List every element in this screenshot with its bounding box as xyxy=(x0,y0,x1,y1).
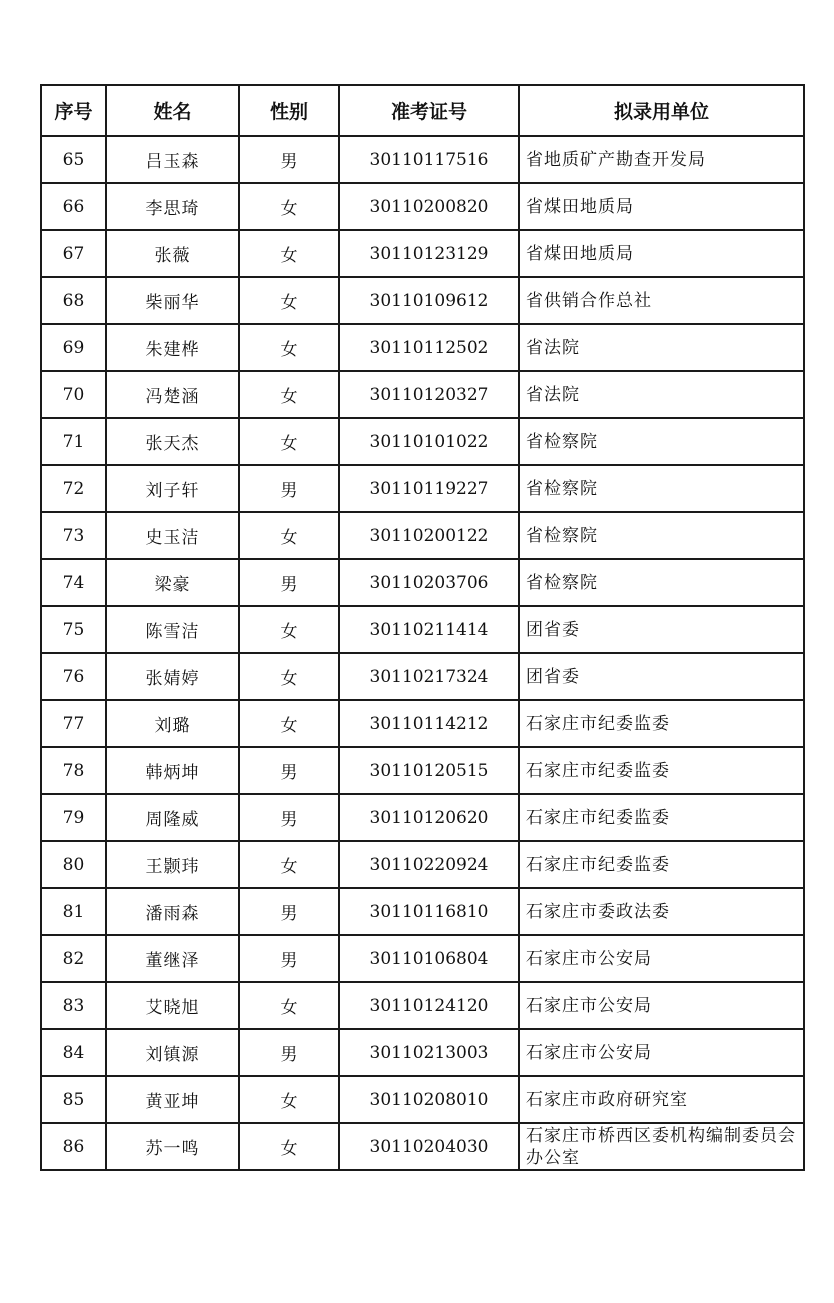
cell-no: 70 xyxy=(41,371,106,418)
cell-name: 冯楚涵 xyxy=(106,371,239,418)
cell-gender: 女 xyxy=(239,841,339,888)
cell-gender: 女 xyxy=(239,418,339,465)
cell-unit: 省煤田地质局 xyxy=(519,230,804,277)
cell-no: 84 xyxy=(41,1029,106,1076)
cell-gender: 男 xyxy=(239,794,339,841)
cell-exam-id: 30110120327 xyxy=(339,371,519,418)
cell-unit: 省供销合作总社 xyxy=(519,277,804,324)
cell-name: 董继泽 xyxy=(106,935,239,982)
cell-unit: 团省委 xyxy=(519,653,804,700)
cell-no: 82 xyxy=(41,935,106,982)
cell-no: 81 xyxy=(41,888,106,935)
cell-no: 77 xyxy=(41,700,106,747)
cell-unit: 石家庄市公安局 xyxy=(519,982,804,1029)
cell-name: 艾晓旭 xyxy=(106,982,239,1029)
cell-name: 苏一鸣 xyxy=(106,1123,239,1170)
cell-exam-id: 30110117516 xyxy=(339,136,519,183)
cell-no: 73 xyxy=(41,512,106,559)
cell-exam-id: 30110204030 xyxy=(339,1123,519,1170)
cell-exam-id: 30110213003 xyxy=(339,1029,519,1076)
cell-gender: 女 xyxy=(239,324,339,371)
cell-unit: 石家庄市委政法委 xyxy=(519,888,804,935)
table-row xyxy=(41,465,804,512)
cell-name: 朱建桦 xyxy=(106,324,239,371)
cell-gender: 男 xyxy=(239,1029,339,1076)
header-row xyxy=(41,85,804,136)
cell-name: 史玉洁 xyxy=(106,512,239,559)
cell-name: 潘雨森 xyxy=(106,888,239,935)
cell-unit: 石家庄市公安局 xyxy=(519,935,804,982)
header-exam-id: 准考证号 xyxy=(339,85,519,136)
cell-gender: 女 xyxy=(239,277,339,324)
cell-name: 陈雪洁 xyxy=(106,606,239,653)
table-row xyxy=(41,653,804,700)
cell-name: 张薇 xyxy=(106,230,239,277)
table-row xyxy=(41,230,804,277)
cell-exam-id: 30110220924 xyxy=(339,841,519,888)
cell-unit: 省检察院 xyxy=(519,559,804,606)
table-row xyxy=(41,1123,804,1170)
cell-unit: 石家庄市纪委监委 xyxy=(519,700,804,747)
cell-exam-id: 30110106804 xyxy=(339,935,519,982)
cell-exam-id: 30110211414 xyxy=(339,606,519,653)
cell-gender: 女 xyxy=(239,512,339,559)
table-row xyxy=(41,888,804,935)
cell-name: 黄亚坤 xyxy=(106,1076,239,1123)
cell-unit: 省法院 xyxy=(519,324,804,371)
cell-unit: 石家庄市纪委监委 xyxy=(519,841,804,888)
cell-gender: 女 xyxy=(239,230,339,277)
recruitment-table xyxy=(40,84,805,1171)
cell-gender: 男 xyxy=(239,888,339,935)
cell-no: 85 xyxy=(41,1076,106,1123)
cell-name: 张天杰 xyxy=(106,418,239,465)
cell-gender: 女 xyxy=(239,700,339,747)
cell-name: 梁豪 xyxy=(106,559,239,606)
cell-name: 柴丽华 xyxy=(106,277,239,324)
cell-gender: 女 xyxy=(239,1123,339,1170)
cell-exam-id: 30110114212 xyxy=(339,700,519,747)
cell-unit: 省检察院 xyxy=(519,512,804,559)
cell-no: 74 xyxy=(41,559,106,606)
cell-no: 75 xyxy=(41,606,106,653)
table-row xyxy=(41,183,804,230)
cell-unit: 省检察院 xyxy=(519,465,804,512)
cell-unit: 石家庄市纪委监委 xyxy=(519,794,804,841)
cell-exam-id: 30110217324 xyxy=(339,653,519,700)
cell-unit: 省煤田地质局 xyxy=(519,183,804,230)
table-row xyxy=(41,277,804,324)
cell-gender: 女 xyxy=(239,1076,339,1123)
cell-name: 王颢玮 xyxy=(106,841,239,888)
cell-name: 韩炳坤 xyxy=(106,747,239,794)
cell-unit: 石家庄市纪委监委 xyxy=(519,747,804,794)
cell-exam-id: 30110123129 xyxy=(339,230,519,277)
cell-exam-id: 30110124120 xyxy=(339,982,519,1029)
cell-no: 65 xyxy=(41,136,106,183)
cell-name: 吕玉森 xyxy=(106,136,239,183)
cell-name: 李思琦 xyxy=(106,183,239,230)
table-row xyxy=(41,512,804,559)
cell-exam-id: 30110208010 xyxy=(339,1076,519,1123)
cell-gender: 女 xyxy=(239,183,339,230)
cell-exam-id: 30110200122 xyxy=(339,512,519,559)
cell-exam-id: 30110203706 xyxy=(339,559,519,606)
table-row xyxy=(41,1076,804,1123)
cell-exam-id: 30110116810 xyxy=(339,888,519,935)
cell-name: 刘璐 xyxy=(106,700,239,747)
table-row xyxy=(41,794,804,841)
cell-gender: 女 xyxy=(239,371,339,418)
cell-gender: 男 xyxy=(239,747,339,794)
cell-no: 76 xyxy=(41,653,106,700)
cell-gender: 男 xyxy=(239,136,339,183)
cell-unit: 省检察院 xyxy=(519,418,804,465)
table-row xyxy=(41,559,804,606)
cell-no: 69 xyxy=(41,324,106,371)
cell-name: 刘镇源 xyxy=(106,1029,239,1076)
cell-exam-id: 30110109612 xyxy=(339,277,519,324)
cell-name: 刘子轩 xyxy=(106,465,239,512)
header-name: 姓名 xyxy=(106,85,239,136)
cell-no: 66 xyxy=(41,183,106,230)
cell-no: 67 xyxy=(41,230,106,277)
cell-unit: 省地质矿产勘查开发局 xyxy=(519,136,804,183)
table-row xyxy=(41,841,804,888)
cell-unit: 省法院 xyxy=(519,371,804,418)
cell-no: 72 xyxy=(41,465,106,512)
cell-exam-id: 30110101022 xyxy=(339,418,519,465)
cell-exam-id: 30110112502 xyxy=(339,324,519,371)
cell-gender: 男 xyxy=(239,935,339,982)
cell-no: 78 xyxy=(41,747,106,794)
cell-gender: 女 xyxy=(239,606,339,653)
table-header xyxy=(41,85,804,136)
cell-no: 68 xyxy=(41,277,106,324)
cell-unit: 石家庄市政府研究室 xyxy=(519,1076,804,1123)
table-row xyxy=(41,324,804,371)
table-row xyxy=(41,935,804,982)
table-row xyxy=(41,606,804,653)
cell-gender: 男 xyxy=(239,465,339,512)
table-body xyxy=(41,136,804,1170)
cell-exam-id: 30110120620 xyxy=(339,794,519,841)
table-row xyxy=(41,136,804,183)
cell-name: 周隆威 xyxy=(106,794,239,841)
table-row xyxy=(41,982,804,1029)
cell-no: 79 xyxy=(41,794,106,841)
cell-gender: 女 xyxy=(239,982,339,1029)
cell-exam-id: 30110120515 xyxy=(339,747,519,794)
table-row xyxy=(41,700,804,747)
cell-unit: 石家庄市桥西区委机构编制委员会办公室 xyxy=(519,1123,804,1170)
table-row xyxy=(41,371,804,418)
table-row xyxy=(41,1029,804,1076)
cell-unit: 石家庄市公安局 xyxy=(519,1029,804,1076)
cell-name: 张婧婷 xyxy=(106,653,239,700)
cell-exam-id: 30110119227 xyxy=(339,465,519,512)
cell-exam-id: 30110200820 xyxy=(339,183,519,230)
cell-no: 80 xyxy=(41,841,106,888)
cell-no: 71 xyxy=(41,418,106,465)
header-no: 序号 xyxy=(41,85,106,136)
cell-no: 86 xyxy=(41,1123,106,1170)
cell-no: 83 xyxy=(41,982,106,1029)
table-row xyxy=(41,418,804,465)
table-row xyxy=(41,747,804,794)
cell-gender: 女 xyxy=(239,653,339,700)
header-gender: 性别 xyxy=(239,85,339,136)
header-unit: 拟录用单位 xyxy=(519,85,804,136)
cell-unit: 团省委 xyxy=(519,606,804,653)
cell-gender: 男 xyxy=(239,559,339,606)
